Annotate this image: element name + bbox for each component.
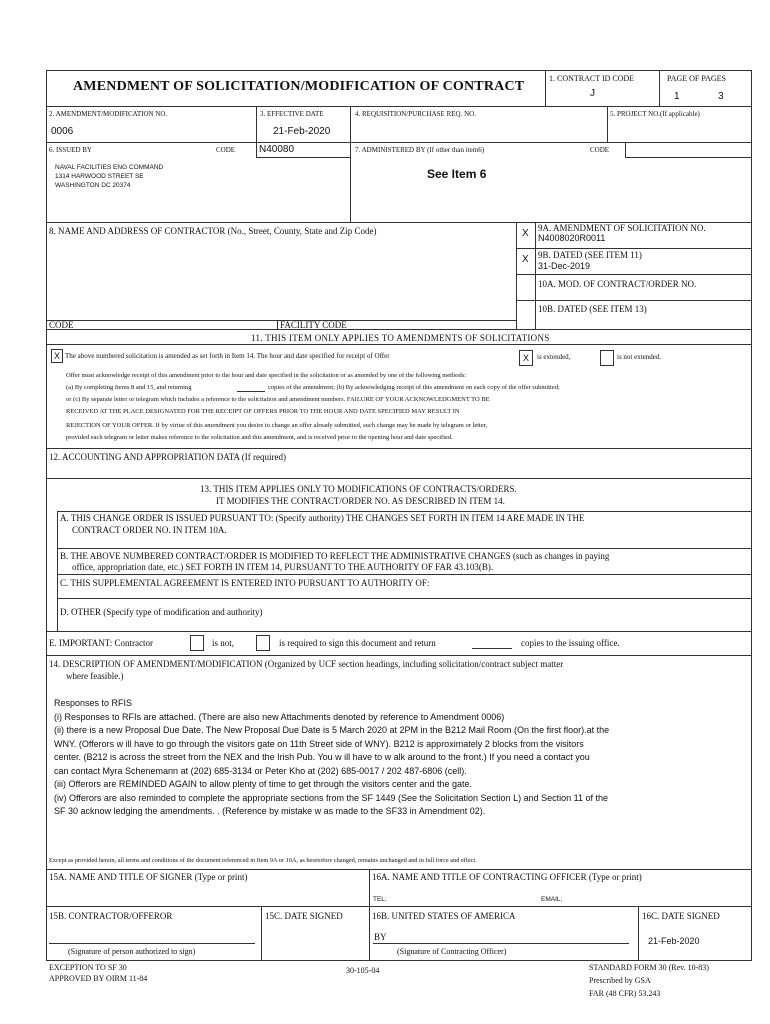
effective-date-label: 3. EFFECTIVE DATE: [260, 110, 324, 118]
page-number: 1: [674, 91, 680, 102]
item13-c: C. THIS SUPPLEMENTAL AGREEMENT IS ENTERED INTO PURSUANT TO AUTHORITY OF:: [60, 578, 430, 588]
copies-blank: [237, 391, 265, 392]
divider: [46, 478, 752, 479]
divider: [46, 142, 752, 143]
contractor-signature-line[interactable]: [49, 943, 255, 944]
divider: [46, 906, 752, 907]
divider: [350, 106, 351, 223]
label-16c: 16C. DATE SIGNED: [642, 911, 720, 921]
contract-id-value: J: [590, 88, 595, 99]
divider: [369, 869, 370, 961]
contractor-name-label: 8. NAME AND ADDRESS OF CONTRACTOR (No., Street, County, State and Zip Code): [49, 226, 377, 236]
issuer-address-line: 1314 HARWOOD STREET SE: [55, 173, 144, 180]
admin-code-label: CODE: [590, 146, 610, 154]
divider: [57, 574, 752, 575]
checkmark-9b: X: [522, 254, 529, 265]
item11-para: (a) By completing Items 8 and 15, and returning: [66, 384, 192, 391]
label-9b: 9B. DATED (SEE ITEM 11): [538, 250, 642, 260]
value-9b: 31-Dec-2019: [538, 261, 591, 271]
item11-para: or (c) By separate letter or telegram which includes a reference to the solicitation and amendment numbers. FAILURE OF YOUR ACKNOWLEDGMENT TO BE: [66, 396, 490, 403]
administered-by-label: 7. ADMINISTERED BY (If other than item6): [355, 146, 485, 154]
form-right-border: [751, 70, 752, 870]
divider: [46, 329, 752, 330]
label-16b: 16B. UNITED STATES OF AMERICA: [372, 911, 516, 921]
description-line: SF 30 acknow ledging the amendments. . (Reference by mistake w as made to the SF33 in Amendment 02).: [54, 806, 486, 816]
form-top-border: [46, 70, 752, 71]
item13-a-line2: CONTRACT ORDER NO. IN ITEM 10A.: [72, 525, 227, 535]
divider: [516, 300, 752, 301]
form-number: 30-105-04: [346, 966, 380, 975]
form-title: AMENDMENT OF SOLICITATION/MODIFICATION OF CONTRACT: [73, 79, 525, 94]
label-16a: 16A. NAME AND TITLE OF CONTRACTING OFFICER (Type or print): [372, 872, 642, 882]
terms-note: Except as provided herein, all terms and conditions of the document referenced in Item 9A or 10A, as heretofore changed, remains unchanged and in full force and effect.: [49, 857, 477, 864]
item14-title2: where feasible.): [66, 671, 124, 681]
tel-label: TEL:: [373, 896, 387, 903]
item11-para: RECEIVED AT THE PLACE DESIGNATED FOR THE RECEIPT OF OFFERS PRIOR TO THE HOUR AND DATE SPECIFIED MAY RESULT IN: [66, 408, 460, 415]
item13-a-line1: A. THIS CHANGE ORDER IS ISSUED PURSUANT TO: (Specify authority) THE CHANGES SET FORTH IN ITEM 14 ARE MADE IN THE: [60, 513, 585, 523]
contractor-code-label: CODE: [49, 320, 74, 330]
divider: [545, 70, 546, 106]
label-15b: 15B. CONTRACTOR/OFFEROR: [49, 911, 173, 921]
divider: [607, 106, 608, 142]
requisition-label: 4. REQUISITION/PURCHASE REQ. NO.: [355, 110, 476, 118]
item13-b-line1: B. THE ABOVE NUMBERED CONTRACT/ORDER IS MODIFIED TO REFLECT THE ADMINISTRATIVE CHANGES (such as changes in paying: [60, 551, 610, 561]
divider: [57, 511, 58, 631]
issuer-address-line: NAVAL FACILITIES ENG COMMAND: [55, 164, 164, 171]
description-line: (iii) Offerors are REMINDED AGAIN to allow plenty of time to get through the visitors center and the gate.: [54, 779, 473, 789]
email-label: EMAIL:: [541, 896, 563, 903]
divider: [256, 106, 257, 142]
officer-signature-caption: (Signature of Contracting Officer): [397, 947, 507, 956]
description-line: (i) Responses to RFIs are attached. (There are also new Attachments denoted by reference to Amendment 0006): [54, 712, 505, 722]
label-15a: 15A. NAME AND TITLE OF SIGNER (Type or print): [49, 872, 248, 882]
label-15c: 15C. DATE SIGNED: [265, 911, 343, 921]
form-left-border: [46, 70, 47, 870]
item13-title1: 13. THIS ITEM APPLIES ONLY TO MODIFICATIONS OF CONTRACTS/ORDERS.: [200, 484, 517, 494]
value-9a: N4008020R0011: [538, 233, 606, 243]
is-required-label: is required to sign this document and return: [279, 638, 436, 648]
amend-label: 2. AMENDMENT/MODIFICATION NO.: [49, 110, 168, 118]
page-count: 3: [718, 91, 724, 102]
standard-form-label: STANDARD FORM 30 (Rev. 10-83): [589, 963, 709, 972]
issued-by-label: 6. ISSUED BY: [49, 146, 92, 154]
divider: [256, 157, 350, 158]
item11-title: 11. THIS ITEM ONLY APPLIES TO AMENDMENTS OF SOLICITATIONS: [251, 333, 550, 343]
divider: [57, 511, 752, 512]
item11-line1: The above numbered solicitation is amended as set forth in Item 14. The hour and date specified for receipt of Offer: [65, 352, 390, 360]
is-not-checkbox[interactable]: [190, 635, 204, 651]
divider: [46, 869, 752, 870]
item13-b-line2: office, appropriation date, etc.) SET FORTH IN ITEM 14, PURSUANT TO THE AUTHORITY OF FAR 43.103(B).: [72, 562, 494, 572]
item11-para: REJECTION OF YOUR OFFER. If by virtue of this amendment you desire to change an offer already submitted, such change may be made by telegram or letter,: [66, 422, 488, 429]
item11-para: provided each telegram or letter makes reference to the solicitation and this amendment, and is received prior to the opening hour and date specified.: [66, 434, 453, 441]
item11-para: Offer must acknowledge receipt of this amendment prior to the hour and date specified in the solicitation or as amended by one of the following methods:: [66, 372, 467, 379]
facility-code-label: FACILITY CODE: [280, 320, 347, 330]
issued-code-value: N40080: [259, 144, 295, 155]
prescribed-label: Prescribed by GSA: [589, 976, 651, 985]
divider: [625, 142, 626, 157]
divider: [46, 631, 752, 632]
divider: [46, 448, 752, 449]
item13-title2: IT MODIFIES THE CONTRACT/ORDER NO. AS DESCRIBED IN ITEM 14.: [216, 496, 505, 506]
divider: [625, 157, 751, 158]
divider: [46, 960, 752, 961]
copies-label: copies to the issuing office.: [521, 638, 620, 648]
item13-d: D. OTHER (Specify type of modification and authority): [60, 607, 263, 617]
amend-value: 0006: [51, 126, 74, 137]
project-label: 5. PROJECT NO.(If applicable): [610, 110, 700, 118]
divider: [57, 598, 752, 599]
item12-label: 12. ACCOUNTING AND APPROPRIATION DATA (If required): [49, 452, 287, 462]
is-extended-label: is extended,: [537, 353, 571, 361]
label-10b: 10B. DATED (SEE ITEM 13): [538, 304, 647, 314]
item11-para: copies of the amendment; (b) By acknowledging receipt of this amendment on each copy of the offer submitted;: [268, 384, 560, 391]
description-line: center. (B212 is across the street from the NEX and the Irish Pub. You w ill have to w alk around to the front.) If you need a contact you: [54, 752, 590, 762]
divider: [659, 70, 660, 106]
issuer-address-line: WASHINGTON DC 20374: [55, 182, 131, 189]
divider: [516, 274, 752, 275]
description-line: WNY. (Offerors w ill have to go through the visitors gate on 11th Street side of WNY). B212 is approximately 2 blocks from the visitors: [54, 739, 584, 749]
label-10a: 10A. MOD. OF CONTRACT/ORDER NO.: [538, 279, 697, 289]
divider: [46, 106, 752, 107]
approved-label: APPROVED BY OIRM 11-84: [49, 974, 148, 983]
effective-date-value: 21-Feb-2020: [273, 126, 331, 137]
issued-code-label: CODE: [216, 146, 236, 154]
divider: [46, 344, 752, 345]
divider: [516, 222, 517, 329]
contractor-signature-caption: (Signature of person authorized to sign): [68, 947, 196, 956]
label-9a: 9A. AMENDMENT OF SOLICITATION NO.: [538, 223, 706, 233]
form-left-border-lower: [46, 869, 47, 961]
solicitation-amended-checkbox[interactable]: X: [51, 349, 63, 363]
contract-id-label: 1. CONTRACT ID CODE: [549, 74, 635, 83]
divider: [57, 548, 752, 549]
description-line: (iv) Offerors are also reminded to complete the appropriate sections from the SF 1449 (See the Solicitation Section L) and Section 11 of the: [54, 793, 608, 803]
description-line: (ii) there is a new Proposal Due Date. The New Proposal Due Date is 5 March 2020 at 2PM in the B212 Mail Room (On the first floor).at the: [54, 725, 610, 735]
divider: [535, 222, 536, 329]
far-label: FAR (48 CFR) 53.243: [589, 989, 661, 998]
see-item-6: See Item 6: [427, 167, 487, 181]
divider: [46, 655, 752, 656]
officer-signature-line[interactable]: [373, 943, 629, 944]
date-16c-value: 21-Feb-2020: [648, 936, 700, 946]
divider: [638, 906, 639, 961]
divider: [261, 906, 262, 961]
copies-count-blank: [472, 648, 512, 649]
divider: [516, 248, 752, 249]
is-extended-checkbox[interactable]: X: [519, 350, 533, 366]
important-label: E. IMPORTANT: Contractor: [49, 638, 154, 648]
item14-title1: 14. DESCRIPTION OF AMENDMENT/MODIFICATION (Organized by UCF section headings, including solicitation/contract subject matter: [49, 659, 564, 669]
not-extended-label: is not extended.: [617, 353, 662, 361]
page-of-pages-label: PAGE OF PAGES: [667, 74, 726, 83]
divider: [277, 320, 278, 329]
divider: [256, 142, 257, 157]
not-extended-checkbox[interactable]: [600, 350, 614, 366]
description-line: Responses to RFIS: [54, 698, 133, 708]
exception-label: EXCEPTION TO SF 30: [49, 963, 127, 972]
checkmark-9a: X: [522, 228, 529, 239]
form-right-border-lower: [751, 869, 752, 961]
is-required-checkbox[interactable]: [256, 635, 270, 651]
by-label: BY: [374, 932, 387, 942]
is-not-label: is not,: [212, 638, 235, 648]
description-line: can contact Myra Schenemann at (202) 685-3134 or Peter Kho at (202) 685-0017 / 202 487-6806 (cell).: [54, 766, 467, 776]
